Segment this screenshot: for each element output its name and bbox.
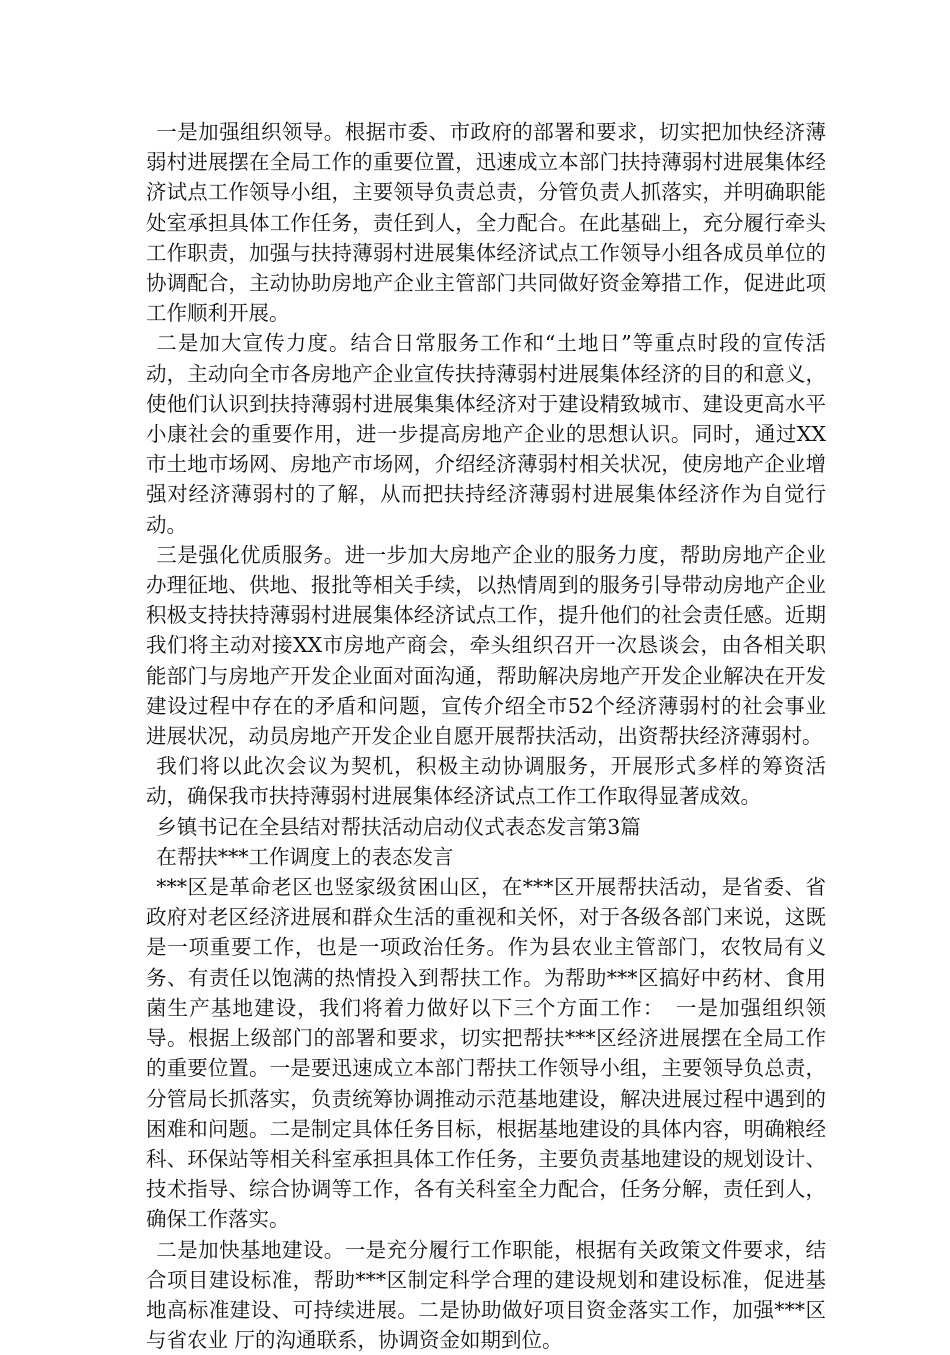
- paragraph-closing: 我们将以此次会议为契机，积极主动协调服务，开展形式多样的筹资活动，确保我市扶持薄弱村进展集体经济试点工作工作取得显著成效。: [146, 754, 826, 809]
- section-title: 乡镇书记在全县结对帮扶活动启动仪式表态发言第3篇: [156, 814, 641, 839]
- paragraph-organization: 一是加强组织领导。根据市委、市政府的部署和要求，切实把加快经济薄弱村进展摆在全局工作的重要位置，迅速成立本部门扶持薄弱村进展集体经济试点工作领导小组，主要领导负责总责，分管负责人抓落实，并明确职能处室承担具体工作任务，责任到人，全力配合。在此基础上，充分履行牵头工作职责，加强与扶持薄弱村进展集体经济试点工作领导小组各成员单位的协调配合，主动协助房地产企业主管部门共同做好资金筹措工作，促进此项工作顺利开展。: [146, 120, 826, 326]
- speech-title: 在帮扶***工作调度上的表态发言: [156, 844, 454, 869]
- paragraph-publicity: 二是加大宣传力度。结合日常服务工作和“土地日”等重点时段的宣传活动，主动向全市各房地产企业宣传扶持薄弱村进展集体经济的目的和意义，使他们认识到扶持薄弱村进展集集体经济对于建设精致城市、建设更高水平小康社会的重要作用，进一步提高房地产企业的思想认识。同时，通过XX市土地市场网、房地产市场网，介绍经济薄弱村相关状况，使房地产企业增强对经济薄弱村的了解，从而把扶持经济薄弱村进展集体经济作为自觉行动。: [146, 331, 826, 537]
- document-body: [146, 117, 826, 1355]
- paragraph-base-construction: 二是加快基地建设。一是充分履行工作职能，根据有关政策文件要求，结合项目建设标准，帮助***区制定科学合理的建设规划和建设标准，促进基地高标准建设、可持续进展。二是协助做好项目资金落实工作，加强***区与省农业 厅的沟通联系，协调资金如期到位。: [146, 1237, 826, 1353]
- paragraph-service: 三是强化优质服务。进一步加大房地产企业的服务力度，帮助房地产企业办理征地、供地、报批等相关手续，以热情周到的服务引导带动房地产企业积极支持扶持薄弱村进展集体经济试点工作，提升他们的社会责任感。近期我们将主动对接XX市房地产商会，牵头组织召开一次恳谈会，由各相关职能部门与房地产开发企业面对面沟通，帮助解决房地产开发企业解决在开发建设过程中存在的矛盾和问题，宣传介绍全市52个经济薄弱村的社会事业进展状况，动员房地产开发企业自愿开展帮扶活动，出资帮扶经济薄弱村。: [146, 542, 826, 749]
- paragraph-assistance: ***区是革命老区也竖家级贫困山区，在***区开展帮扶活动，是省委、省政府对老区经济进展和群众生活的重视和关怀，对于各级各部门来说，这既是一项重要工作，也是一项政治任务。作为县农业主管部门，农牧局有义务、有责任以饱满的热情投入到帮扶工作。为帮助***区搞好中药材、食用菌生产基地建设，我们将着力做好以下三个方面工作： 一是加强组织领导。根据上级部门的部署和要求，切实把帮扶***区经济进展摆在全局工作的重要位置。一是要迅速成立本部门帮扶工作领导小组，主要领导负总责，分管局长抓落实，负责统筹协调推动示范基地建设，解决进展过程中遇到的困难和问题。二是制定具体任务目标，根据基地建设的具体内容，明确粮经科、环保站等相关科室承担具体工作任务，主要负责基地建设的规划设计、技术指导、综合协调等工作，各有关科室全力配合，任务分解，责任到人，确保工作落实。: [146, 875, 826, 1232]
